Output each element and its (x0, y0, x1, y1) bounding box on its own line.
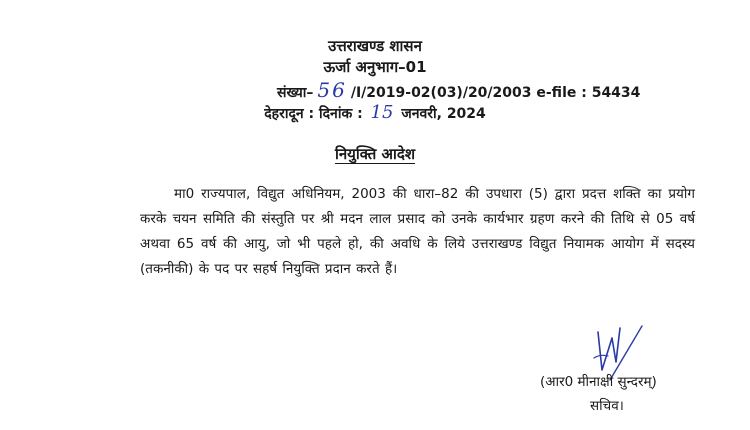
department-name: ऊर्जा अनुभाग–01 (323, 58, 427, 76)
reference-label: संख्या– (277, 85, 314, 101)
order-title (0, 144, 750, 164)
letter-header (0, 36, 750, 78)
date-line (0, 102, 750, 123)
handwritten-reference-number: 56 (317, 78, 347, 102)
handwritten-day: 15 (370, 102, 394, 123)
signatory-name: (आर0 मीनाक्षी सुन्दरम्) (540, 374, 657, 390)
reference-number-line (277, 78, 640, 102)
date-suffix: जनवरी, 2024 (401, 106, 486, 122)
file-code: /I/2019-02(03)/20/2003 e-file : 54434 (350, 85, 641, 101)
order-title-text: नियुक्ति आदेश (334, 145, 416, 163)
order-body-paragraph: मा0 राज्यपाल, विद्युत अधिनियम, 2003 की धारा–82 की उपधारा (5) द्वारा प्रदत्त शक्ति का प्रयोग करके चयन समिति की संस्तुति पर श्री मदन लाल प्रसाद को उनके कार्यभार ग्रहण करने की तिथि से 05 वर्ष अथवा 65 वर्ष की आयु, जो भी पहले हो, की अवधि के लिये उत्तराखण्ड विद्युत नियामक आयोग में सदस्य (तकनीकी) के पद पर सहर्ष नियुक्ति प्रदान करते हैं। (140, 186, 695, 277)
government-name: उत्तराखण्ड शासन (328, 37, 422, 55)
signatory-designation: सचिव। (590, 398, 624, 414)
date-prefix: देहरादून : दिनांक : (264, 106, 363, 122)
